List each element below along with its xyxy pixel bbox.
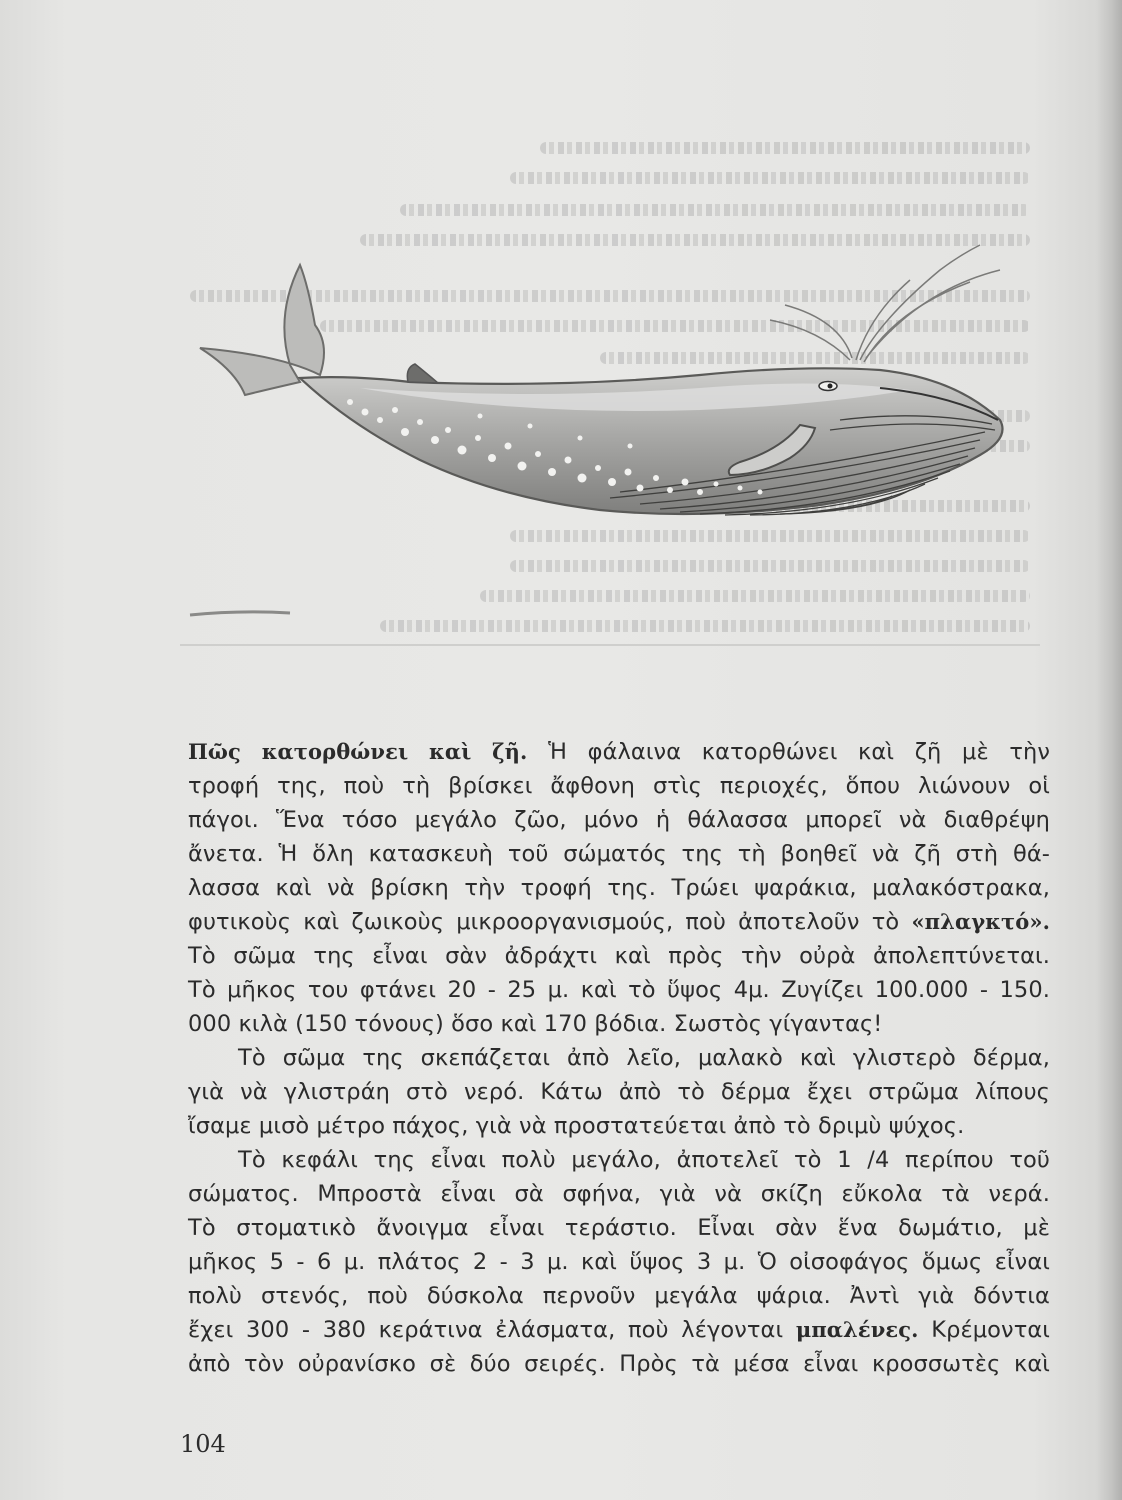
page-gutter-shadow	[1096, 0, 1122, 1500]
text-run: ἀπὸ τὸν οὐρανίσκο σὲ δύο σειρές. Πρὸς τὰ μέσα εἶναι κροσσωτὲς καὶ	[188, 1351, 1050, 1377]
text-run: πάγοι. Ἕνα τόσο μεγάλο ζῶο, μόνο ἡ θάλασσα μπορεῖ νὰ διαθρέψη	[188, 807, 1050, 833]
text-line	[188, 1279, 1050, 1313]
body-text	[188, 735, 1050, 1381]
page-number: 104	[180, 1430, 226, 1458]
whale-illustration	[180, 120, 1040, 660]
text-run: Τὸ στοματικὸ ἄνοιγμα εἶναι τεράστιο. Εἶναι σὰν ἕνα δωμάτιο, μὲ	[188, 1215, 1050, 1241]
text-line	[188, 1007, 1050, 1041]
text-line	[188, 905, 1050, 939]
bold-term: «πλαγκτό».	[911, 909, 1050, 934]
text-line	[188, 769, 1050, 803]
whale-eye	[819, 382, 837, 391]
text-run: Τὸ σῶμα της σκεπάζεται ἀπὸ λεῖο, μαλακὸ καὶ γλιστερὸ δέρμα,	[238, 1045, 1050, 1071]
text-line	[188, 803, 1050, 837]
text-run: πολὺ στενός, ποὺ δύσκολα περνοῦν μεγάλα ψάρια. Ἀντὶ γιὰ δόντια	[188, 1283, 1050, 1309]
text-run: Κρέμονται	[918, 1317, 1050, 1343]
whale-tail-fluke	[200, 265, 324, 395]
whale-spout	[770, 245, 1000, 362]
bold-term: μπαλένες.	[795, 1317, 919, 1342]
text-run: τροφή της, ποὺ τὴ βρίσκει ἄφθονη στὶς περιοχές, ὅπου λιώνουν οἱ	[188, 773, 1050, 799]
text-line	[188, 735, 1050, 769]
text-line	[188, 973, 1050, 1007]
text-run: γιὰ νὰ γλιστράη στὸ νερό. Κάτω ἀπὸ τὸ δέρμα ἔχει στρῶμα λίπους	[188, 1079, 1050, 1105]
water-line	[190, 612, 290, 615]
text-run: Ἡ φάλαινα κατορθώνει καὶ ζῆ μὲ τὴν	[527, 739, 1051, 765]
text-line	[188, 1075, 1050, 1109]
text-line	[188, 1109, 1050, 1143]
text-run: ἔχει 300 - 380 κεράτινα ἐλάσματα, ποὺ λέγονται	[188, 1317, 796, 1343]
text-run: Τὸ κεφάλι της εἶναι πολὺ μεγάλο, ἀποτελεῖ τὸ 1 /4 περίπου τοῦ	[238, 1147, 1050, 1173]
text-line	[188, 1041, 1050, 1075]
text-run: Τὸ μῆκος του φτάνει 20 - 25 μ. καὶ τὸ ὕψος 4μ. Ζυγίζει 100.000 - 150.	[188, 977, 1050, 1003]
text-run: ἴσαμε μισὸ μέτρο πάχος, γιὰ νὰ προστατεύεται ἀπὸ τὸ δριμὺ ψύχος.	[188, 1113, 965, 1139]
text-run: σώματος. Μπροστὰ εἶναι σὰ σφήνα, γιὰ νὰ σκίζη εὔκολα τὰ νερά.	[188, 1181, 1050, 1207]
text-run: λασσα καὶ νὰ βρίσκη τὴν τροφή της. Τρώει ψαράκια, μαλακόστρακα,	[188, 875, 1050, 901]
text-run: φυτικοὺς καὶ ζωικοὺς μικροοργανισμούς, ποὺ ἀποτελοῦν τὸ	[188, 909, 912, 935]
text-run: ἄνετα. Ἡ ὅλη κατασκευὴ τοῦ σώματός της τὴ βοηθεῖ νὰ ζῆ στὴ θά-	[188, 841, 1050, 867]
text-line	[188, 1245, 1050, 1279]
text-line	[188, 1211, 1050, 1245]
text-run: Τὸ σῶμα της εἶναι σὰν ἀδράχτι καὶ πρὸς τὴν οὐρὰ ἀπολεπτύνεται.	[188, 943, 1050, 969]
bold-term: Πῶς κατορθώνει καὶ ζῆ.	[188, 739, 528, 764]
text-line	[188, 1143, 1050, 1177]
text-line	[188, 871, 1050, 905]
text-line	[188, 1313, 1050, 1347]
text-line	[188, 837, 1050, 871]
text-run: μῆκος 5 - 6 μ. πλάτος 2 - 3 μ. καὶ ὕψος 3 μ. Ὁ οἰσοφάγος ὅμως εἶναι	[188, 1249, 1050, 1275]
text-line	[188, 939, 1050, 973]
text-line	[188, 1347, 1050, 1381]
whale-dorsal-fin	[407, 364, 438, 383]
text-run: 000 κιλὰ (150 τόνους) ὅσο καὶ 170 βόδια. Σωστὸς γίγαντας!	[188, 1011, 883, 1037]
text-line	[188, 1177, 1050, 1211]
